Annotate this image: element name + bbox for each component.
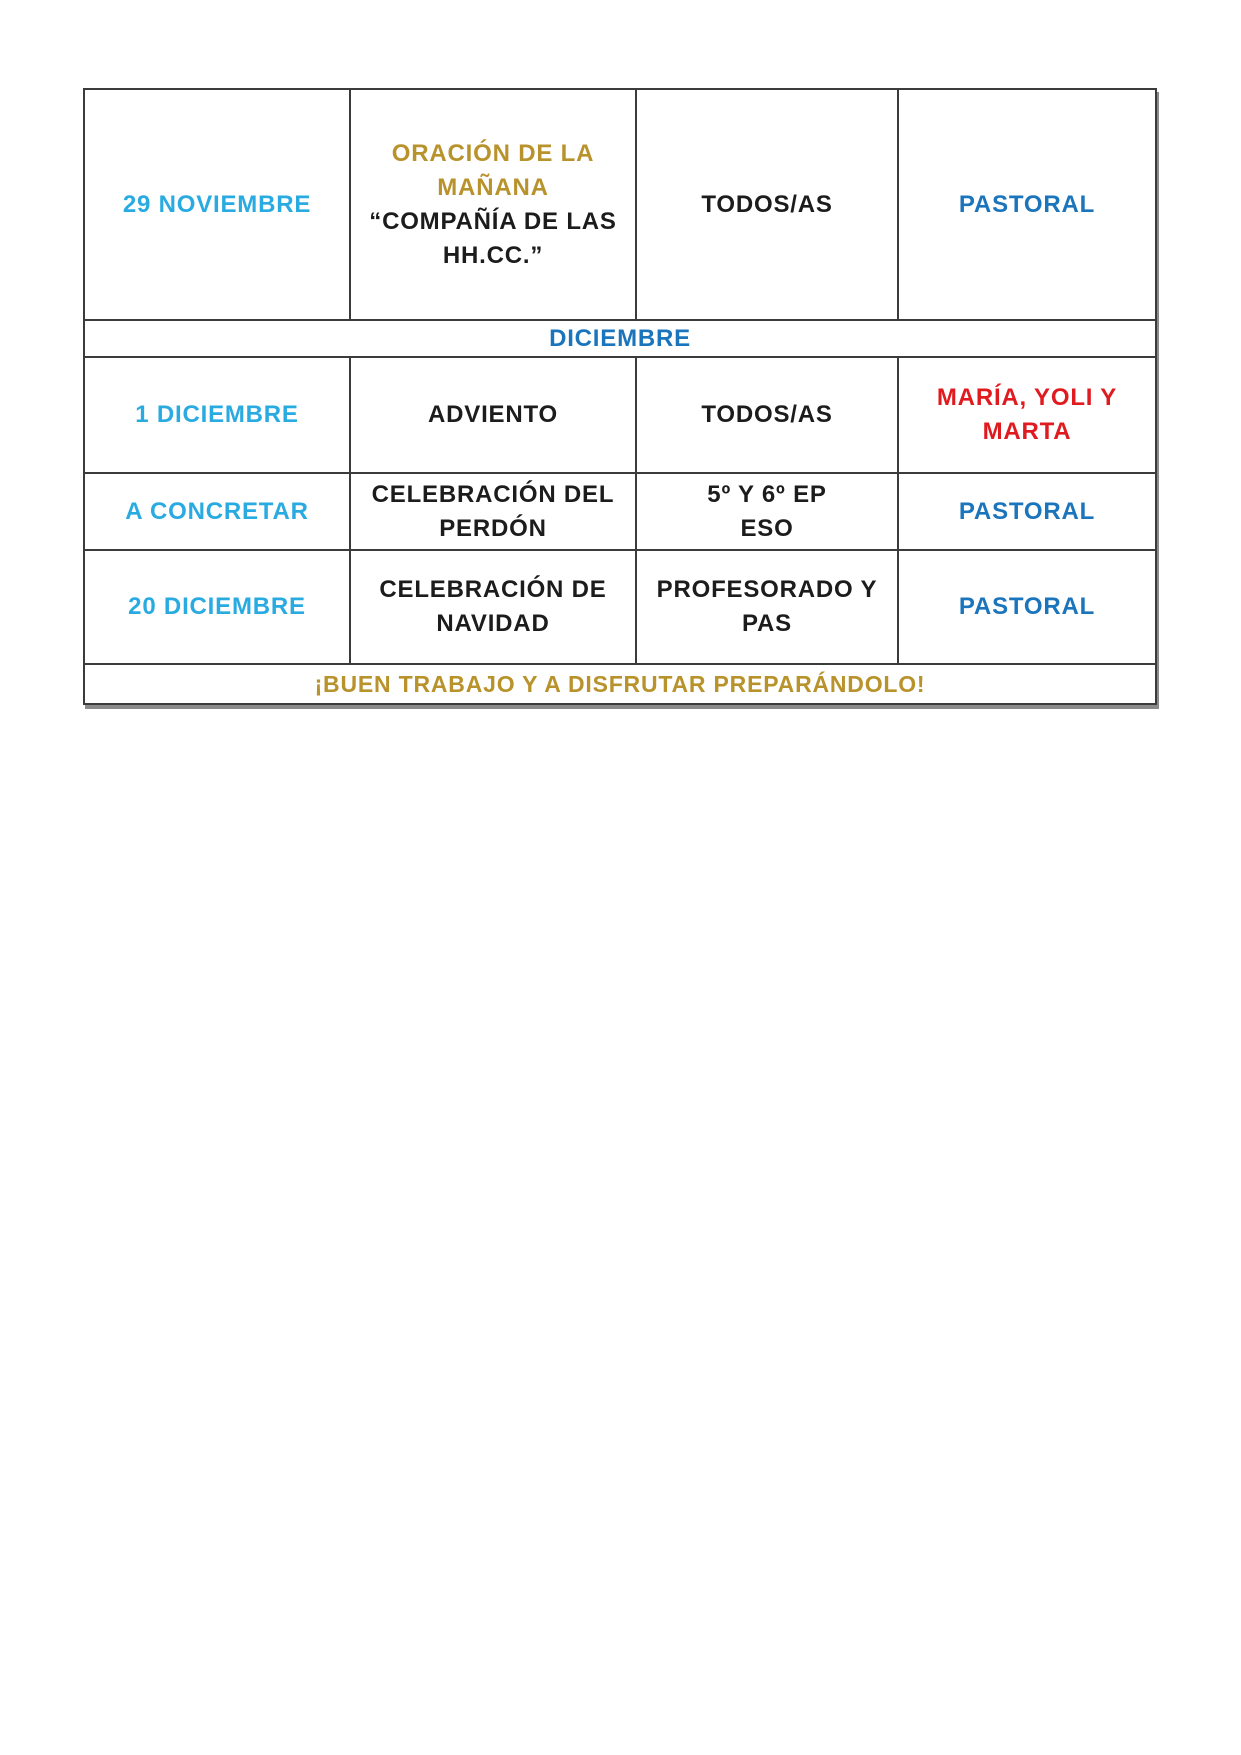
audience-cell [637,474,899,551]
activity-line: HH.CC.” [442,241,544,269]
activity-cell [351,474,637,551]
activity-cell [351,551,637,665]
activity-line: CELEBRACIÓN DE [379,576,607,603]
date-cell [85,358,351,474]
date-text: 20 DICIEMBRE [128,593,306,620]
audience-line: ESO [740,514,794,542]
audience-cell [637,90,899,321]
date-cell [85,551,351,665]
owner-cell [899,90,1155,321]
activity-line: CELEBRACIÓN DEL [371,480,615,508]
activity-line: “COMPAÑÍA DE LAS [369,207,617,235]
date-text: 29 NOVIEMBRE [122,190,312,218]
date-cell [85,90,351,321]
audience-line: PAS [742,610,792,637]
footer-message-band [85,665,1155,703]
month-header-band [85,321,1155,358]
audience-cell [637,358,899,474]
activity-highlight-line: ORACIÓN DE LA [391,139,595,167]
audience-line: 5º Y 6º EP [707,480,827,508]
owner-line: PASTORAL [958,497,1096,525]
activity-highlight-line: MAÑANA [437,173,549,201]
owner-line: PASTORAL [958,190,1096,218]
activity-cell [351,90,637,321]
date-cell [85,474,351,551]
owner-line: MARÍA, YOLI Y [936,384,1118,411]
activity-cell [351,358,637,474]
activity-line: ADVIENTO [428,401,558,428]
schedule-table [83,88,1157,705]
owner-cell [899,474,1155,551]
footer-message-text: ¡BUEN TRABAJO Y A DISFRUTAR PREPARÁNDOLO! [314,671,926,697]
activity-line: PERDÓN [439,514,547,542]
month-header-text: DICIEMBRE [549,324,691,352]
date-text: A CONCRETAR [125,497,309,525]
owner-cell [899,551,1155,665]
date-text: 1 DICIEMBRE [135,401,299,428]
audience-line: TODOS/AS [701,401,833,428]
activity-line: NAVIDAD [436,610,550,637]
owner-line: MARTA [982,418,1072,445]
owner-cell [899,358,1155,474]
audience-line: PROFESORADO Y [656,576,878,603]
owner-line: PASTORAL [958,593,1096,620]
audience-cell [637,551,899,665]
audience-line: TODOS/AS [701,190,833,218]
